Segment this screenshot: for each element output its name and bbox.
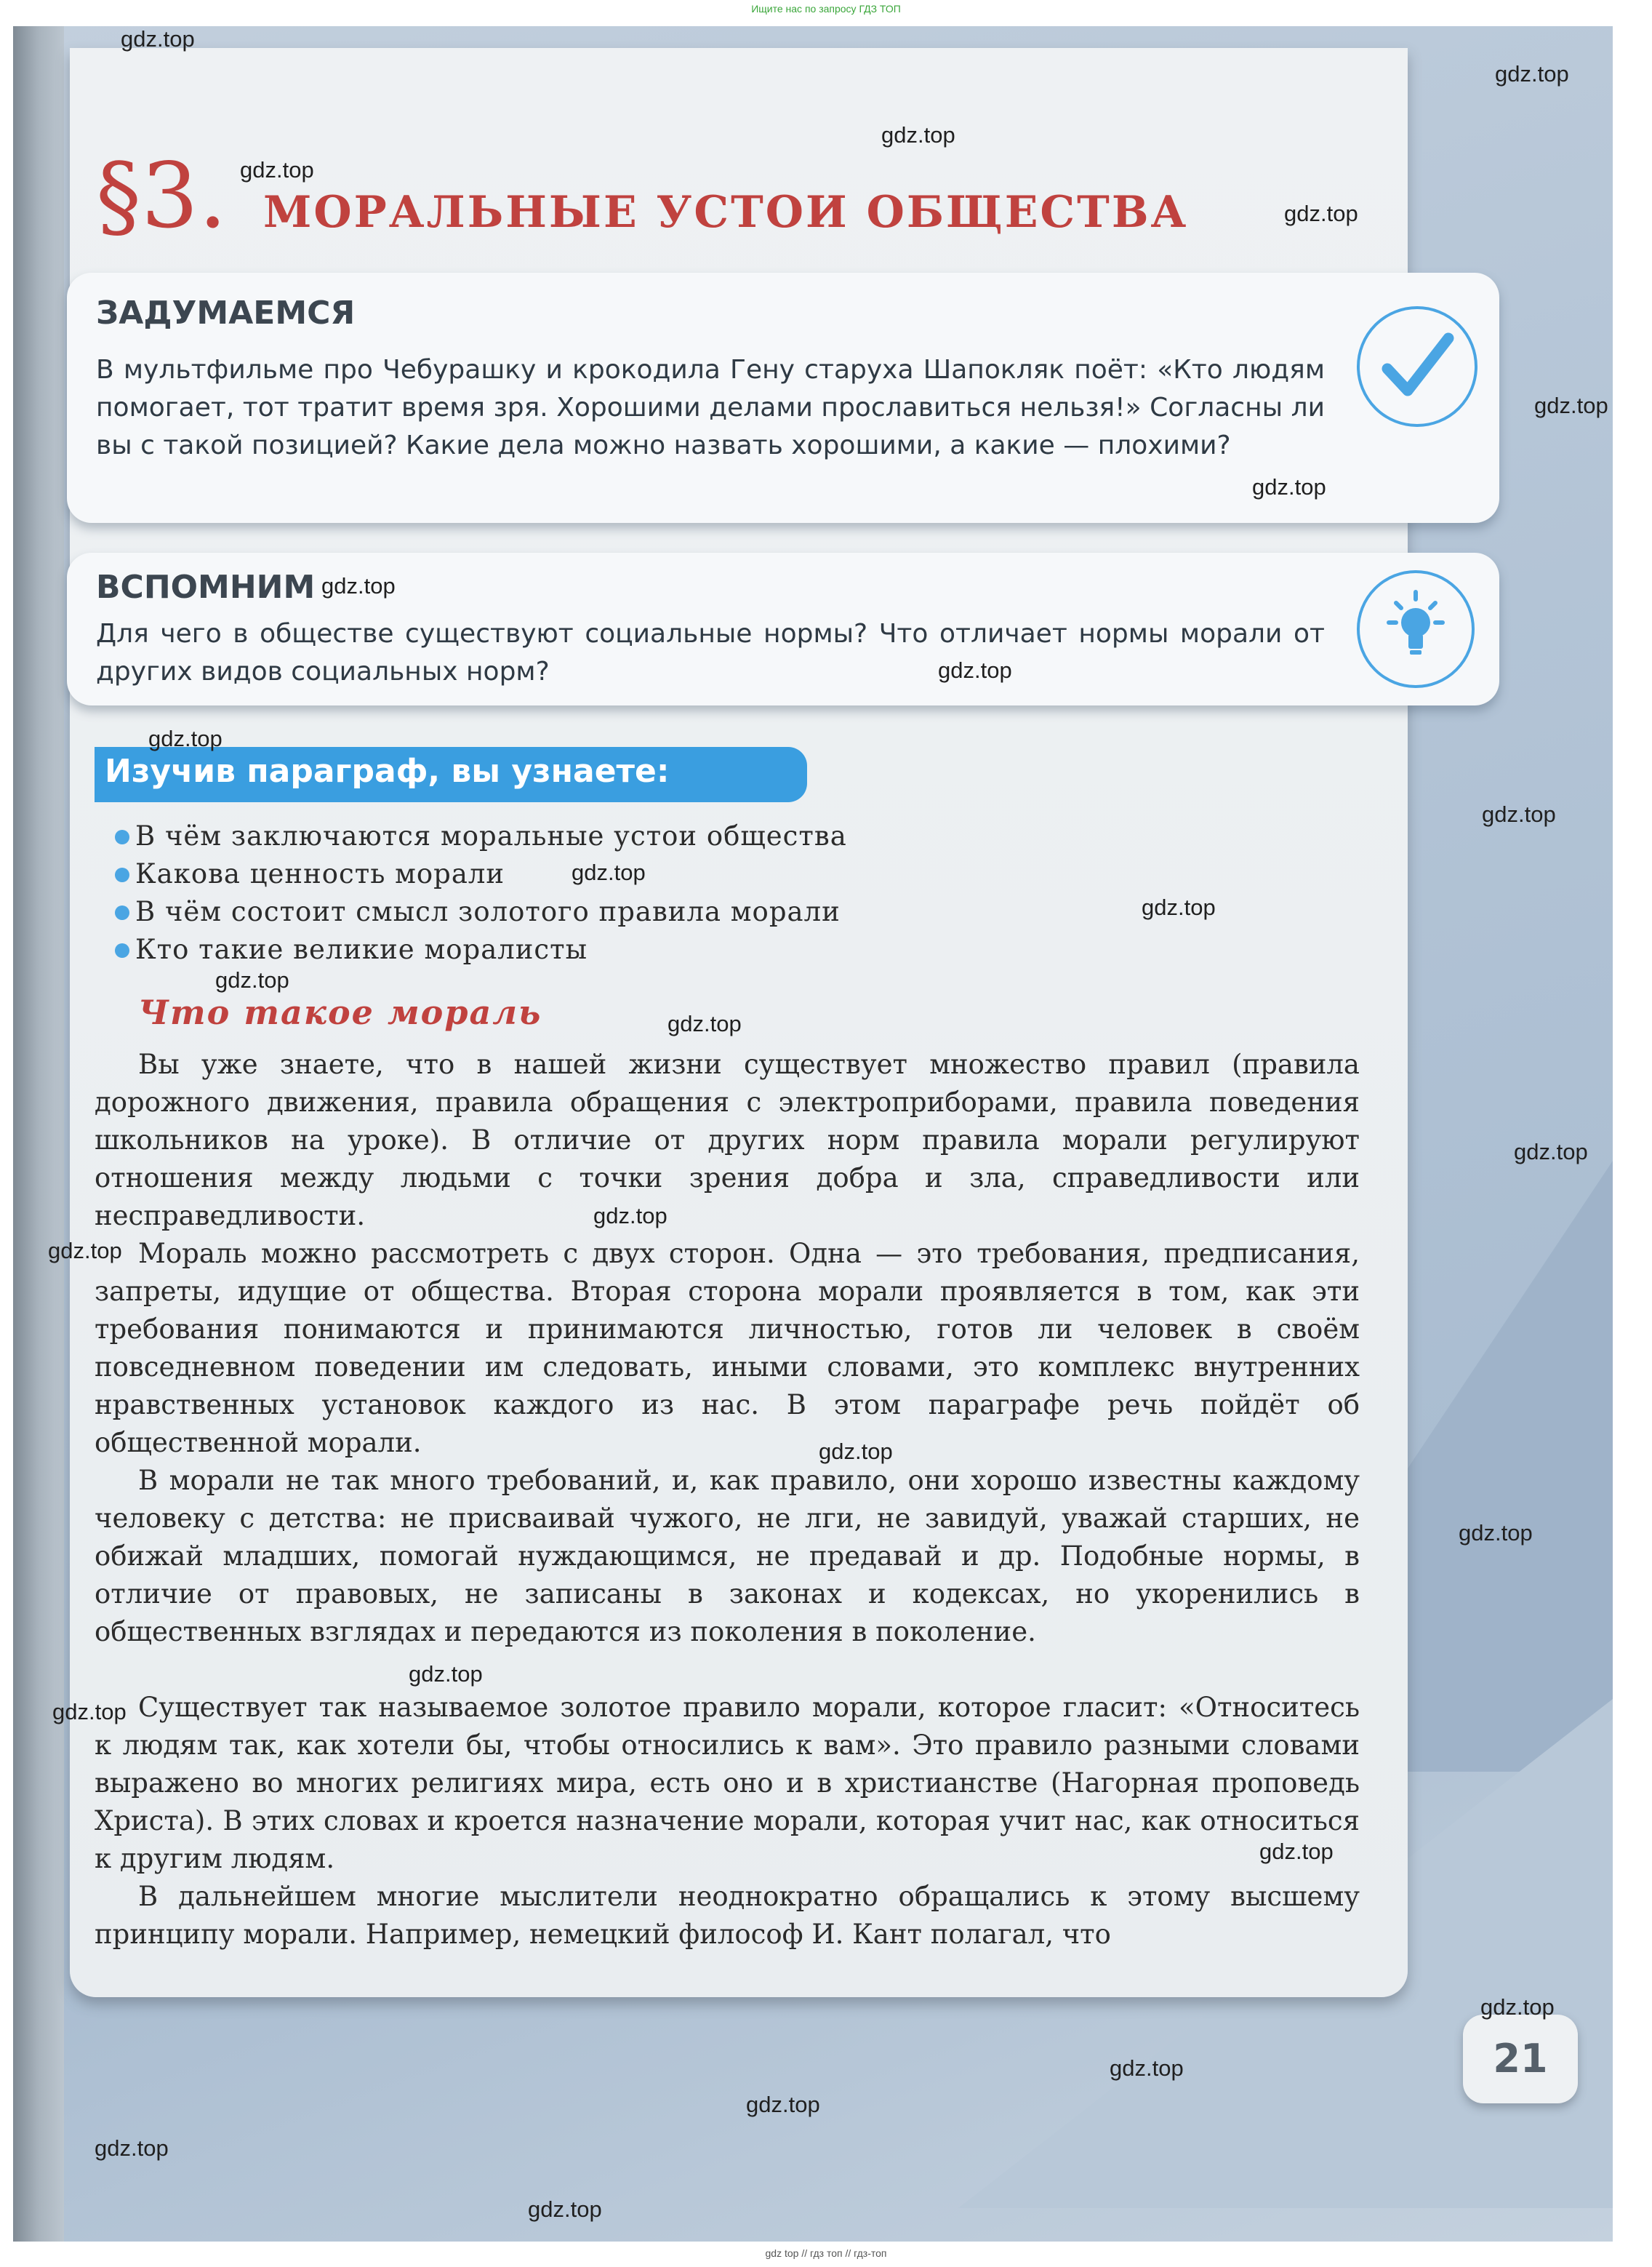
watermark: gdz.top — [321, 573, 396, 599]
watermark: gdz.top — [1110, 2055, 1184, 2081]
top-search-note: Ищите нас по запросу ГДЗ ТОП — [751, 3, 901, 15]
recall-box-text: Для чего в обществе существуют социальные нормы? Что отличает нормы морали от других видов социальных норм? — [96, 619, 1325, 687]
watermark: gdz.top — [1259, 1839, 1334, 1864]
watermark: gdz.top — [1142, 895, 1216, 920]
recall-box — [67, 553, 1499, 705]
learn-ribbon-label: Изучив параграф, вы узнаете: — [105, 753, 670, 790]
learn-ribbon — [95, 747, 807, 802]
watermark: gdz.top — [1482, 801, 1556, 827]
bullet-icon — [115, 905, 129, 920]
watermark: gdz.top — [1459, 1520, 1533, 1546]
list-item — [135, 893, 847, 931]
bullet-icon — [115, 943, 129, 958]
list-item — [135, 817, 847, 855]
watermark: gdz.top — [1514, 1139, 1588, 1164]
watermark: gdz.top — [667, 1011, 742, 1036]
bullet-icon — [115, 830, 129, 844]
list-item-label: Какова ценность морали — [135, 858, 505, 889]
bottom-note: gdz top // гдз топ // гдз-топ — [765, 2247, 887, 2259]
watermark: gdz.top — [409, 1661, 483, 1687]
watermark: gdz.top — [938, 657, 1012, 683]
watermark: gdz.top — [95, 2135, 169, 2161]
checkmark-icon — [1357, 306, 1477, 427]
paragraph: В дальнейшем многие мыслители неоднократно обращались к этому высшему принципу морали. Например, немецкий философ И. Кант полагал, что — [95, 1881, 1360, 1950]
list-item-label: В чём заключаются моральные устои общества — [135, 820, 847, 852]
subheading: Что такое мораль — [138, 993, 542, 1032]
watermark: gdz.top — [572, 860, 646, 885]
list-item — [135, 931, 847, 969]
book-spine-shadow — [13, 26, 64, 2242]
watermark: gdz.top — [1495, 61, 1569, 87]
watermark: gdz.top — [1534, 393, 1608, 418]
watermark: gdz.top — [746, 2092, 820, 2117]
watermark: gdz.top — [240, 157, 314, 183]
paragraph: В морали не так много требований, и, как правило, они хорошо известны каждому человеку с детства: не присваивай чужого, не лги, не завидуй, уважай старших, не обижай младших, помогай нуждающимся, не предавай и др. Подобные нормы, в отличие от правовых, не записаны в законах и кодексах, но укоренились в общественных взглядах и передаются из поколения в поколение. — [95, 1465, 1360, 1647]
watermark: gdz.top — [52, 1699, 127, 1724]
list-item-label: Кто такие великие моралисты — [135, 934, 588, 965]
paragraph: Существует так называемое золотое правило морали, которое гласит: «Относитесь к людям так, как хотели бы, чтобы относились к вам». Это правило разными словами выражено во многих религиях мира, есть оно и в христианстве (Нагорная проповедь Христа). В этих словах и кроется назначение морали, которая учит нас, как относиться к другим людям. — [95, 1692, 1360, 1874]
watermark: gdz.top — [215, 967, 289, 993]
recall-box-heading: ВСПОМНИМ — [96, 569, 316, 606]
watermark: gdz.top — [121, 26, 195, 52]
list-item-label: В чём состоит смысл золотого правила морали — [135, 896, 841, 927]
paragraph: Мораль можно рассмотреть с двух сторон. Одна — это требования, предписания, запреты, идущие от общества. Вторая сторона морали проявляется в том, как эти требования понимаются и принимаются личностью, готов ли человек в своём повседневном поведении им следовать, иными словами, это комплекс внутренних нравственных установок каждого из нас. В этом параграфе речь пойдёт об общественной морали. — [95, 1238, 1360, 1458]
page-number: 21 — [1463, 2015, 1578, 2103]
watermark: gdz.top — [593, 1203, 667, 1228]
think-box-text: В мультфильме про Чебурашку и крокодила Гену старуха Шапокляк поёт: «Кто людям помогает, тот тратит время зря. Хорошими делами прославиться нельзя!» Согласны ли вы с такой позицией? Какие дела можно назвать хорошими, а какие — плохими? — [96, 355, 1325, 460]
bullet-icon — [115, 868, 129, 882]
section-number: §3. — [96, 144, 228, 249]
watermark: gdz.top — [528, 2196, 602, 2222]
paragraph: Вы уже знаете, что в нашей жизни существует множество правил (правила дорожного движения, правила обращения с электроприборами, правила поведения школьников на уроке). В отличие от других норм правила морали регулируют отношения между людьми с точки зрения добра и зла, справедливости или несправедливости. — [95, 1049, 1360, 1231]
watermark: gdz.top — [1284, 201, 1358, 226]
watermark: gdz.top — [1480, 1994, 1555, 2020]
watermark: gdz.top — [819, 1439, 893, 1464]
learn-list — [135, 817, 847, 969]
watermark: gdz.top — [48, 1238, 122, 1263]
watermark: gdz.top — [148, 726, 222, 751]
think-box-heading: ЗАДУМАЕМСЯ — [96, 295, 356, 332]
watermark: gdz.top — [1252, 474, 1326, 500]
list-item — [135, 855, 847, 893]
section-title: МОРАЛЬНЫЕ УСТОИ ОБЩЕСТВА — [263, 187, 1189, 238]
lightbulb-icon — [1357, 570, 1475, 688]
watermark: gdz.top — [881, 122, 955, 148]
